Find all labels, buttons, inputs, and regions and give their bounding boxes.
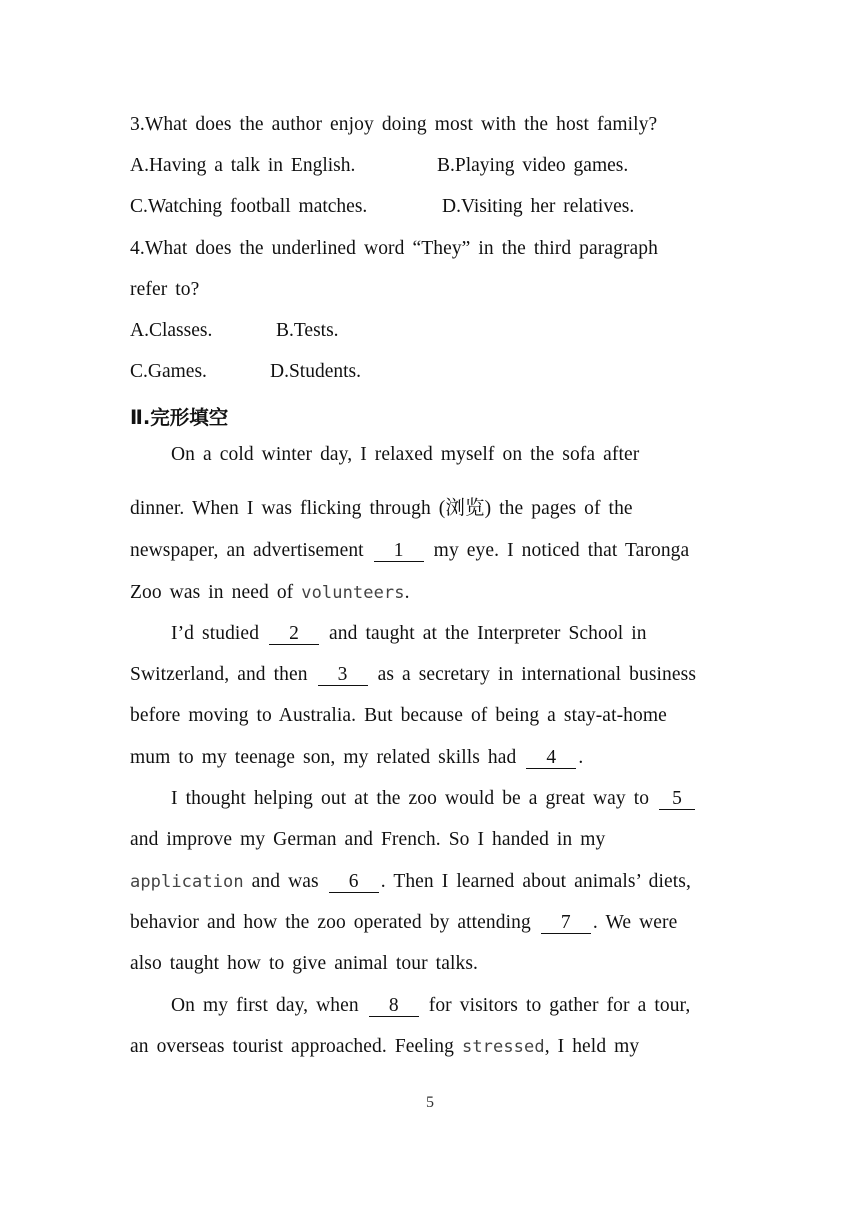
q4-option-d: D.Students. — [270, 361, 362, 382]
passage-line: before moving to Australia. But because of being a stay-at-home — [130, 705, 667, 726]
blank-6: 6 — [329, 872, 379, 893]
question-4-stem: 4.What does the underlined word “They” in the third paragraph — [130, 238, 659, 259]
q4-option-a: A.Classes. — [130, 320, 213, 341]
page-number: 5 — [426, 1094, 434, 1111]
passage-text: and was — [251, 871, 319, 892]
passage-text: I thought helping out at the zoo would be a great way to — [171, 788, 650, 809]
passage-text: . We were — [592, 912, 678, 933]
passage-line — [130, 871, 691, 893]
passage-text: newspaper, an advertisement — [130, 540, 364, 561]
passage-line — [130, 747, 583, 769]
passage-line: On a cold winter day, I relaxed myself on the sofa after — [171, 444, 640, 465]
blank-3: 3 — [318, 665, 368, 686]
passage-text: for visitors to gather for a tour, — [428, 995, 691, 1016]
q3-option-c: C.Watching football matches. — [130, 196, 368, 217]
section-title: Ⅱ.完形填空 — [130, 406, 229, 429]
passage-line — [171, 995, 690, 1017]
passage-line — [130, 912, 677, 934]
passage-line — [130, 1036, 639, 1058]
passage-line — [130, 582, 410, 604]
question-4-stem-cont: refer to? — [130, 279, 200, 300]
vocab-word: application — [130, 872, 244, 892]
passage-text: . Then I learned about animals’ diets, — [380, 871, 691, 892]
vocab-word: volunteers — [301, 583, 405, 603]
passage-text: Zoo was in need of — [130, 582, 294, 603]
q4-option-c: C.Games. — [130, 361, 207, 382]
q4-option-b: B.Tests. — [276, 320, 339, 341]
blank-4: 4 — [526, 748, 576, 769]
passage-line — [171, 788, 697, 810]
vocab-word: stressed — [462, 1037, 545, 1057]
passage-text: an overseas tourist approached. Feeling — [130, 1036, 455, 1057]
blank-7: 7 — [541, 913, 591, 934]
passage-line: dinner. When I was flicking through (浏览) the pages of the — [130, 498, 633, 519]
passage-text: my eye. I noticed that Taronga — [433, 540, 690, 561]
passage-text: On my first day, when — [171, 995, 359, 1016]
passage-line — [130, 664, 696, 686]
q3-option-a: A.Having a talk in English. — [130, 155, 356, 176]
passage-line — [171, 623, 647, 645]
q3-option-d: D.Visiting her relatives. — [442, 196, 635, 217]
passage-text: I’d studied — [171, 623, 260, 644]
passage-line: also taught how to give animal tour talks. — [130, 953, 478, 974]
blank-8: 8 — [369, 996, 419, 1017]
question-3-stem: 3.What does the author enjoy doing most with the host family? — [130, 114, 658, 135]
blank-1: 1 — [374, 541, 424, 562]
passage-text: . — [404, 582, 410, 603]
passage-text: Switzerland, and then — [130, 664, 308, 685]
passage-text: behavior and how the zoo operated by attending — [130, 912, 531, 933]
passage-text: , I held my — [544, 1036, 640, 1057]
passage-text: as a secretary in international business — [377, 664, 697, 685]
passage-line — [130, 540, 689, 562]
passage-line: and improve my German and French. So I handed in my — [130, 829, 606, 850]
blank-5: 5 — [659, 789, 695, 810]
passage-text: mum to my teenage son, my related skills had — [130, 747, 517, 768]
blank-2: 2 — [269, 624, 319, 645]
passage-text: . — [578, 747, 584, 768]
passage-text: and taught at the Interpreter School in — [329, 623, 647, 644]
q3-option-b: B.Playing video games. — [437, 155, 629, 176]
